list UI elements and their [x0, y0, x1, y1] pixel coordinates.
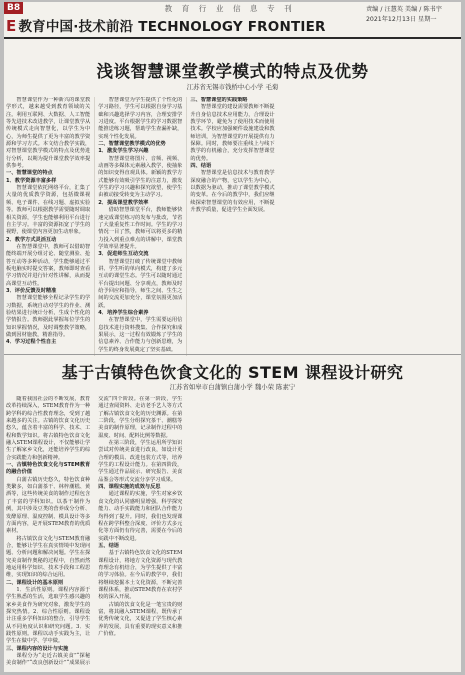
body-paragraph: 通过课程的实施，学生对家乡饮食文化的认同感明显增强，科学探究能力、动手实践能力和团队合作能力均得到了提升。同时，我们也发现课程在跨学科整合深度、评价方式多元化等方面仍有待完善，需要在今后的实践中不断改进。 [98, 491, 183, 542]
body-paragraph: 1．生活性原则。课程内容源于学生熟悉的生活，选取学生感兴趣的家乡美食作为研究对象，激发学生的探究热情。2．综合性原则。课程设计注重多学科知识的整合，引导学生从不同角度认识和研究问题。3．实践性原则。课程以动手实践为主，让学生在做中学、学中做。 [6, 586, 91, 645]
masthead [4, 2, 461, 39]
section-subheading: 2．提高课堂教学效率 [98, 199, 149, 206]
article1-headline: 浅谈智慧课堂教学模式的特点及优势 [96, 62, 369, 81]
newspaper-page [4, 2, 461, 672]
body-paragraph: 智慧课堂打破了传统课堂中教师讲、学生听的单向模式，构建了多元互动的课堂生态。学生可以随时通过平台提出问题、分享观点，教师及时给予回应和指导，师生之间、生生之间的交流更加充分，课堂氛围更加活跃。 [98, 258, 183, 309]
section-title [6, 15, 326, 33]
section-subheading: 一、智慧课堂的特点 [6, 170, 53, 177]
body-paragraph: 智慧课堂是信息技术与教育教学深度融合的产物，它以学生为中心，以数据为驱动，推动了课堂教学模式的变革。在今后的教学中，我们应继续探索智慧课堂的有效应用，不断提升教学质量，促进学生全面发展。 [190, 170, 275, 214]
section-subheading: 三、课程内容的设计与实施 [6, 645, 69, 652]
body-paragraph: 在第三阶段，学生运用所学知识尝试对传统美食进行改良，如设计更合理的模具、改进包装方式等，培养学生的工程设计能力。在第四阶段，学生通过作品展示、研究报告、美食品鉴会等形式交流分享学习成果。 [98, 440, 183, 483]
body-paragraph: 基于古镇特色饮食文化的STEM课程设计，将地方文化资源与现代教育理念有机结合，为学生提供了丰富的学习体验。在今后的教学中，我们将继续挖掘本土文化资源，不断完善课程体系，推动STEM教育在农村学校的深入开展。 [98, 550, 183, 601]
article2-byline: 江苏省如皋市白蒲镇白蒲小学 魏小荣 陈素宁 [169, 383, 296, 391]
page-number: B8 [4, 2, 23, 14]
publication-banner: 教 育 行 业 信 息 专 刊 [164, 4, 296, 13]
body-paragraph: 借助智慧课堂平台，教师能够快速完成课堂练习的发布与批改，节省了大量重复性工作时间。学生的学习情况一目了然，教师可以将更多的精力投入到重点难点的讲解中，课堂教学效率显著提升。 [98, 207, 183, 250]
section-subheading: 一、古镇特色饮食文化与STEM教育的融合价值 [6, 462, 91, 476]
body-paragraph: 智慧课堂依托网络平台，汇集了大量的优质教学资源，包括微课视频、电子课件、在线习题、虚拟实验等。教师可以根据教学需要随时调取相关资源，学生也能够利用平台进行自主学习。丰富的资源拓宽了学生的视野，使课堂内容更加生动形象。 [6, 185, 91, 236]
body-paragraph: 古镇的饮食文化是一笔宝贵的财富，将其融入STEM课程，既传承了优秀传统文化，又促进了学生核心素养的发展，具有重要的现实意义和推广价值。 [98, 601, 183, 637]
body-paragraph: 智慧课堂为学生提供了个性化的学习路径，学生可以根据自身学习基础和兴趣选择学习内容，合理安排学习进度。平台根据学生的学习数据智能推送练习题，帮助学生查漏补缺，实现个性化发展。 [98, 97, 183, 140]
body-paragraph: 智慧课堂的建设需要教师不断提升自身信息技术应用能力，合理设计教学环节，避免为了使用技术而使用技术。学校应加强硬件设施建设和教师培训，为智慧课堂的开展提供有力保障。同时，教师要注重线上与线下教学的有机融合，充分发挥智慧课堂的优势。 [190, 104, 275, 162]
section-subheading: 五、结语 [98, 542, 119, 549]
section-letter: E [6, 17, 17, 35]
section-subheading: 2．教学方式灵活互动 [6, 236, 57, 243]
section-subheading: 四、结语 [190, 163, 212, 170]
body-paragraph: 智慧课堂将图片、音频、视频、动画等多媒体元素融入教学，使抽象的知识变得直观具体。新颖的教学方式能够有效吸引学生的注意力，激发学生的学习兴趣和探究欲望，使学生由被动接受转变为主动学习。 [98, 155, 183, 199]
article2-headline: 基于古镇特色饮食文化的 STEM 课程设计研究 [61, 363, 404, 382]
issue-meta [366, 5, 460, 25]
editor-credit: 责编 / 汪慧英 美编 / 陈书宇 [366, 6, 442, 13]
section-subheading: 四、课程实施的成效与反思 [98, 484, 161, 491]
section-subheading: 4．培养学生综合素养 [98, 309, 149, 316]
body-paragraph: 随着我国社会的不断发展，教育改革持续深入，STEM教育作为一种跨学科的综合性教育理念，受到了越来越多的关注。古镇的饮食文化历史悠久，蕴含着丰富的科学、技术、工程和数学知识。将古镇特色饮食文化融入STEM课程设计，不仅能够让学生了解家乡文化，还能培养学生的综合实践能力和创新精神。 [6, 396, 91, 461]
article2-body [6, 396, 459, 672]
section-subheading: 4．学习过程个性自主 [6, 339, 57, 346]
section-subheading: 二、智慧课堂教学模式的优势 [98, 141, 166, 148]
issue-date: 2021年12月13日 星期一 [366, 16, 437, 23]
section-subheading: 1．激发学生学习兴趣 [98, 148, 149, 155]
article1-byline: 江苏省无锡市钱桥中心小学 毛菊 [186, 83, 279, 91]
body-paragraph: 白蒲古镇历史悠久，特色饮食种类繁多，如白蒲茶干、林梓潮糕、黄酒等，这些传统美食的制作过程包含了丰富的学科知识。以茶干制作为例，其中涉及豆类的营养成分分析、发酵原理、温度控制、模具设计等多方面内容，是开展STEM教育的优质素材。 [6, 476, 91, 535]
body-paragraph: 智慧课堂能够全程记录学生的学习数据，系统自动对学生的作业、测验结果进行统计分析，生成个性化的学情报告。教师据此掌握每位学生的知识掌握情况，及时调整教学策略，做到因材施教，精准指导。 [6, 295, 91, 338]
body-paragraph: 将古镇饮食文化与STEM教育融合，能够让学生在真实情境中发现问题、分析问题和解决问题。学生在探究美食制作奥秘的过程中，自然而然地运用科学知识、技术手段和工程思维，实现知识的综合运用。 [6, 535, 91, 579]
article1-body [6, 97, 459, 356]
section-subheading: 三、智慧课堂的实践策略 [190, 97, 248, 103]
section-subheading: 1．教学资源丰富多样 [6, 177, 57, 184]
body-paragraph: 课程分为“走近古镇美食”“探秘美食制作”“改良创新设计”“成果展示交流”四个阶段。在第一阶段，学生通过查阅资料、走访老手艺人等方式了解古镇饮食文化的历史渊源。在第二阶段，学生分组探究茶干、潮糕等美食的制作原理，记录制作过程中的温度、时间、配料比例等数据。 [6, 396, 183, 667]
section-subheading: 二、课程设计的基本原则 [6, 579, 64, 586]
section-name: 教育中国·技术前沿 TECHNOLOGY FRONTIER [18, 19, 326, 35]
body-paragraph: 在智慧课堂中，学生需要运用信息技术进行资料搜集、合作探究和成果展示，这一过程有效锻炼了学生的信息素养、合作能力与创新思维，为学生的终身发展奠定了坚实基础。 [98, 317, 183, 353]
body-paragraph: 在智慧课堂中，教师可以借助智能终端开展分组讨论、随堂测验、抢答互动等多种活动，学生能够通过平板电脑实时提交答案，教师即时查看学习情况并进行针对性讲解，从而提高课堂互动性。 [6, 243, 91, 287]
section-subheading: 3．评价反馈及时精准 [6, 287, 57, 294]
body-paragraph: 智慧课堂作为一种新兴的课堂教学形式，越来越受到教育领域的关注。利用互联网、大数据、人工智能等先进技术改进教学，让课堂教学从传统模式走向智慧化，以学生为中心，为师生提供了更为丰富的教学资源和学习方式。本文结合教学实践，对智慧课堂教学模式的特点及优势进行分析，以期为提升课堂教学效率提供参考。 [6, 97, 91, 170]
section-subheading: 3．促进师生互动交流 [98, 251, 149, 258]
section-divider [4, 354, 461, 355]
